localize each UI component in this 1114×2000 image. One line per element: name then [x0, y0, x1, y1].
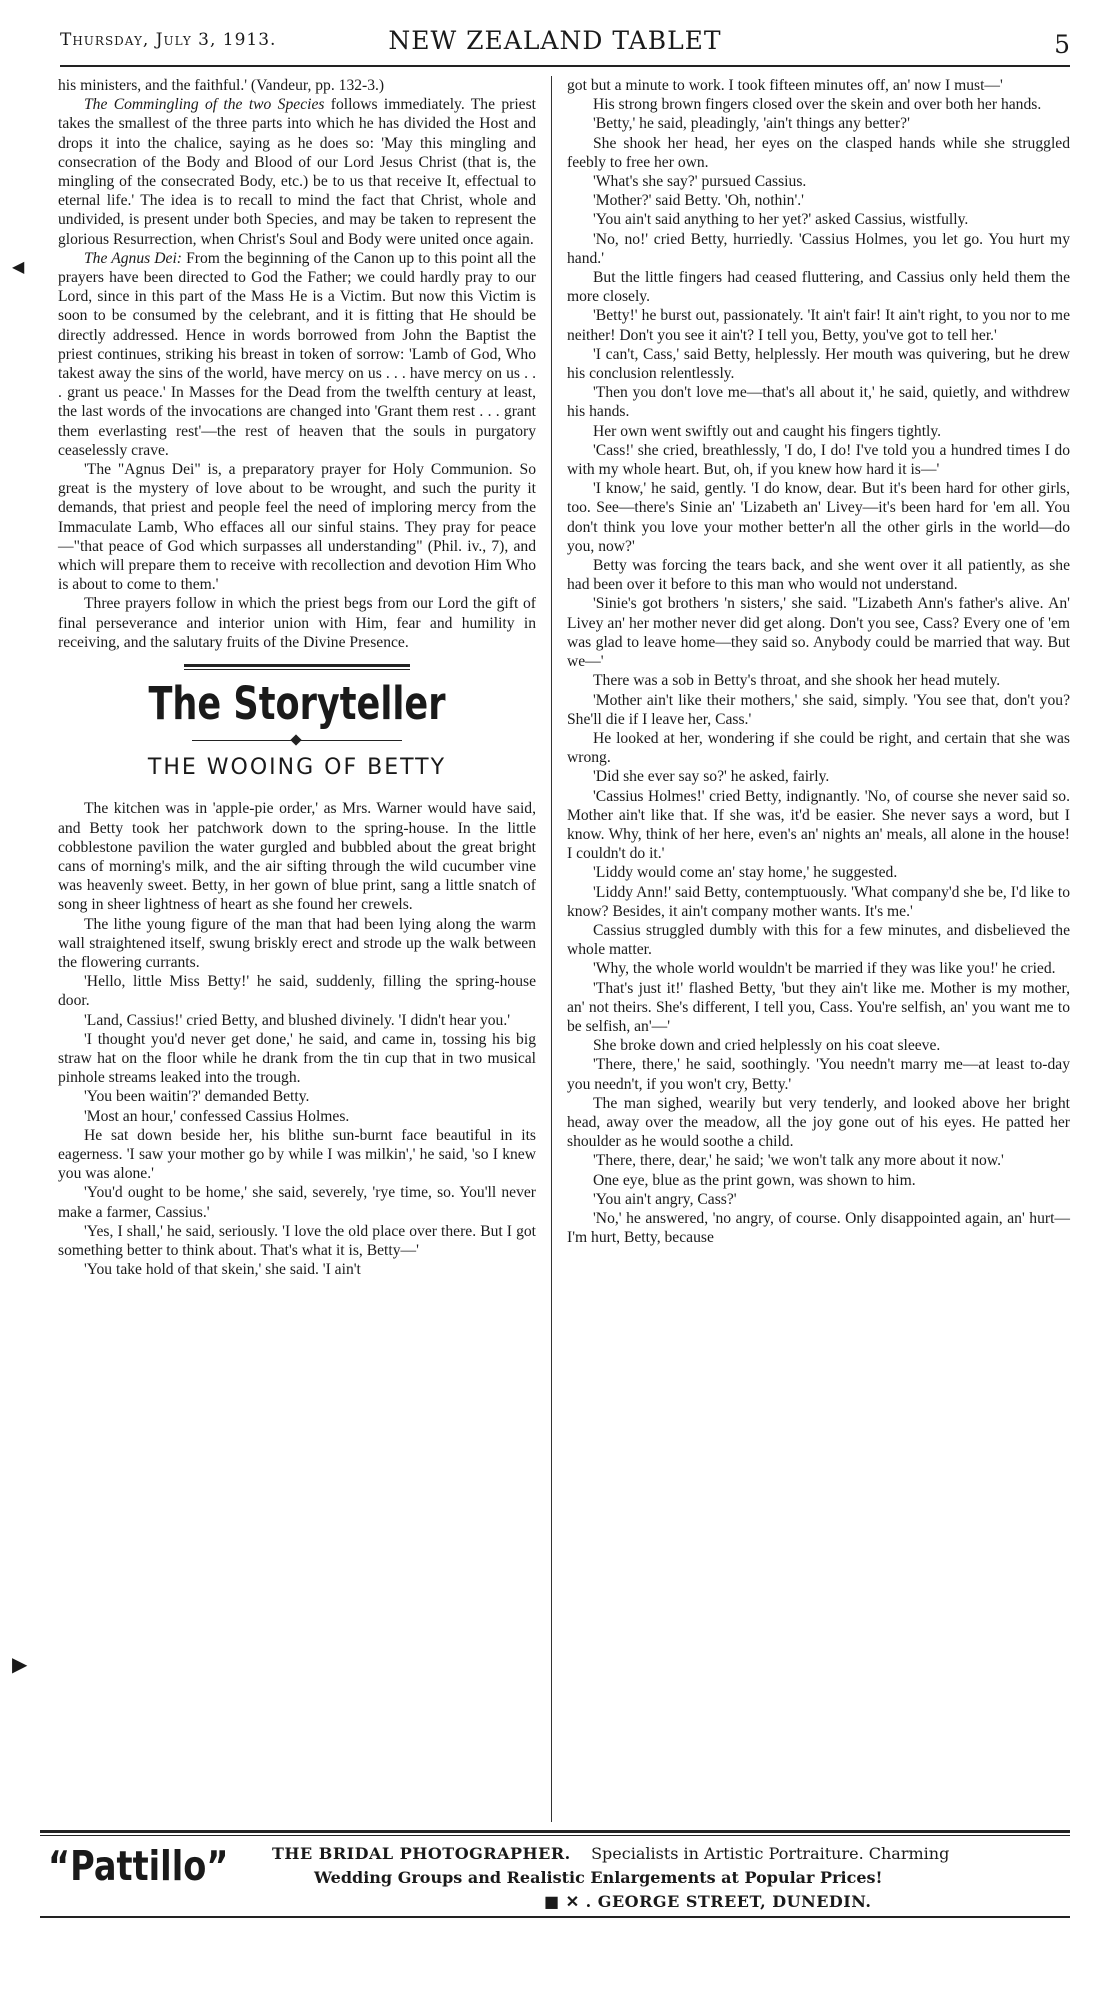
- paragraph-rest: From the beginning of the Canon up to this point all the prayers have been directed to God the Father; we could hardly pray to our Lord, since in this part of the Mass He is a Victim. But now this Victim is soon to be consumed by the celebrant, and it is fitting that He should be directly addressed. Hence in words borrowed from John the Baptist the priest continues, striking his breast in token of sorrow: 'Lamb of God, Who takest away the sins of the world, have mercy on us . . . have mercy on us . . . grant us peace.' In Masses for the Dead from the twelfth century at least, the last words of the invocations are changed into 'Grant them rest . . . grant them everlasting rest'—the rest of heaven that the souls in purgatory ceaselessly crave.: [58, 249, 536, 459]
- story-paragraph: 'Mother ain't like their mothers,' she said, simply. 'You see that, don't you? She'll die if I leave her, Cass.': [567, 691, 1070, 728]
- advertiser-brand: “Pattillo”: [48, 1842, 229, 1890]
- story-paragraph: 'There, there,' he said, soothingly. 'You needn't marry me—at least to-day you needn't, if you won't cry, Betty.': [567, 1056, 1070, 1093]
- story-paragraph: He sat down beside her, his blithe sun-burnt face beautiful in its eagerness. 'I saw your mother go by while I was milkin',' he said, 'so I knew you was alone.': [58, 1126, 536, 1183]
- paragraph-rest: follows immediately. The priest takes the smallest of the three parts into which he has divided the Host and drops it into the chalice, saying as he does so: 'May this mingling and consecration of the Body and Blood of our Lord Jesus Christ (that is, the mingling of the consecrated Body, etc.) be to us that receive It, effectual to eternal life.' The idea is to recall to mind the fact that Christ, whole and undivided, is present under both Species, and may be taken to represent the glorious Resurrection, when Christ's Soul and Body were united once again.: [58, 96, 536, 248]
- right-column: [567, 76, 1070, 1247]
- article-paragraph: his ministers, and the faithful.' (Vandeur, pp. 132-3.): [58, 77, 385, 94]
- margin-bullet-icon: ▶: [12, 1652, 28, 1676]
- story-paragraph: He looked at her, wondering if she could be right, and certain that she was wrong.: [567, 729, 1070, 767]
- story-paragraph: 'You been waitin'?' demanded Betty.: [84, 1088, 310, 1106]
- diamond-divider: [192, 736, 402, 746]
- story-paragraph: 'Mother?' said Betty. 'Oh, nothin'.': [593, 192, 804, 210]
- footer-rule-bottom: [40, 1916, 1070, 1918]
- article-paragraph: [58, 249, 536, 460]
- column-divider: [551, 76, 552, 1822]
- left-column: [58, 76, 536, 1279]
- header-date: Thursday, July 3, 1913.: [60, 30, 277, 50]
- story-paragraph: 'Sinie's got brothers 'n sisters,' she said. ''Lizabeth Ann's father's alive. An' Livey an' her mother never did get along. Don't you see, Cass? Every one of 'em was glad to leave home—they said so. Anybody could be married that way. But we—': [567, 595, 1070, 671]
- page-number: 5: [1054, 30, 1070, 59]
- story-paragraph: 'You'd ought to be home,' she said, severely, 'rye time, so. You'll never make a farmer, Cassius.': [58, 1184, 536, 1221]
- ad-line-1: [272, 1844, 949, 1863]
- story-paragraph: 'Did she ever say so?' he asked, fairly.: [593, 768, 830, 786]
- story-paragraph: 'That's just it!' flashed Betty, 'but they ain't like me. Mother is my mother, an' not theirs. She's different, I tell you, Cass. You're selfish, an' you want me to be selfish, an'—': [567, 979, 1070, 1035]
- story-paragraph: 'Betty!' he burst out, passionately. 'It ain't fair! It ain't right, to you nor to me neither! Don't you see it ain't? I tell you, Betty, you've got to tell her.': [567, 307, 1070, 344]
- italic-lead: The Agnus Dei:: [84, 249, 182, 267]
- margin-arrow-icon: ◀: [12, 257, 25, 276]
- story-paragraph: One eye, blue as the print gown, was shown to him.: [593, 1171, 916, 1189]
- story-paragraph: 'I know,' he said, gently. 'I do know, dear. But it's been hard for other girls, too. See—there's Sinie an' 'Lizabeth an' Livey—it's been hard for 'em all. You don't think you love your mother better'n all the other girls in the world—do you, now?': [567, 480, 1070, 555]
- section-rule: [184, 664, 410, 670]
- story-paragraph: 'You ain't angry, Cass?': [593, 1190, 737, 1208]
- ad-line-2: Wedding Groups and Realistic Enlargements at Popular Prices!: [314, 1868, 883, 1887]
- story-paragraph: 'Then you don't love me—that's all about it,' he said, quietly, and withdrew his hands.: [567, 384, 1070, 421]
- ad-address: ■ ✕ . GEORGE STREET, DUNEDIN.: [544, 1892, 872, 1911]
- story-paragraph: 'Betty,' he said, pleadingly, 'ain't things any better?': [593, 115, 910, 133]
- article-paragraph: 'The "Agnus Dei" is, a preparatory prayer for Holy Communion. So great is the mystery of love about to be wrought, and such the purity it demands, that priest and people feel the need of imploring mercy from the Immaculate Lamb, Who effaces all our sinful stains. They pray for peace—"that peace of God which surpasses all understanding" (Phil. iv., 7), and which will prepare them to receive with recollection and devotion Him Who is about to come to them.': [58, 461, 536, 594]
- story-paragraph: got but a minute to work. I took fifteen minutes off, an' now I must—': [567, 77, 1003, 94]
- story-paragraph: 'Most an hour,' confessed Cassius Holmes.: [84, 1107, 350, 1125]
- story-paragraph: 'Liddy Ann!' said Betty, contemptuously. 'What company'd she be, I'd like to know? Besides, it ain't company mother wants. It's me.': [567, 883, 1070, 920]
- story-paragraph: 'No, no!' cried Betty, hurriedly. 'Cassius Holmes, you let go. You hurt my hand.': [567, 230, 1070, 267]
- header-rule: [60, 65, 1070, 67]
- story-paragraph: The man sighed, wearily but very tenderly, and looked above her bright head, away over the meadow, all the joy gone out of his eyes. He patted her shoulder as he would soothe a child.: [567, 1094, 1070, 1151]
- story-paragraph: His strong brown fingers closed over the skein and over both her hands.: [593, 96, 1042, 114]
- story-paragraph: There was a sob in Betty's throat, and she shook her head mutely.: [593, 672, 1001, 690]
- story-paragraph: She shook her head, her eyes on the clasped hands while she struggled feebly to free her own.: [567, 134, 1070, 171]
- story-paragraph: 'You ain't said anything to her yet?' asked Cassius, wistfully.: [593, 211, 969, 229]
- story-paragraph: 'Cassius Holmes!' cried Betty, indignantly. 'No, of course she never said so. Mother ain't like that. If she was, it'd be easier. She never says a word, but I know. Why, think of her here, even's an' nights an' meals, all alone in the house! I couldn't do it.': [567, 787, 1070, 863]
- story-paragraph: 'Hello, little Miss Betty!' he said, suddenly, filling the spring-house door.: [58, 973, 536, 1010]
- italic-lead: The Commingling of the two Species: [84, 96, 325, 114]
- section-title: The Storyteller: [148, 677, 446, 731]
- header-title: NEW ZEALAND TABLET: [388, 26, 722, 55]
- footer-rule: [40, 1830, 1070, 1836]
- story-paragraph: 'Liddy would come an' stay home,' he suggested.: [593, 864, 898, 882]
- story-paragraph: 'What's she say?' pursued Cassius.: [593, 173, 807, 191]
- story-paragraph: She broke down and cried helplessly on his coat sleeve.: [593, 1037, 941, 1055]
- article-paragraph: Three prayers follow in which the priest begs from our Lord the gift of final perseverance and interior union with Him, fear and humility in receiving, and the salutary fruits of the Divine Presence.: [58, 595, 536, 651]
- story-paragraph: But the little fingers had ceased fluttering, and Cassius only held them the more closely.: [567, 269, 1070, 306]
- ad-tagline: Specialists in Artistic Portraiture. Charming: [591, 1844, 950, 1863]
- story-paragraph: The lithe young figure of the man that had been lying along the warm wall straightened itself, swung briskly erect and strode up the walk between the flowering currants.: [58, 915, 536, 971]
- story-paragraph: 'I can't, Cass,' said Betty, helplessly. Her mouth was quivering, but he drew his conclusion relentlessly.: [567, 345, 1070, 383]
- story-paragraph: The kitchen was in 'apple-pie order,' as Mrs. Warner would have said, and Betty took her patchwork down to the spring-house. In the little cobblestone pavilion the water gurgled and bubbled about the great bright cans of morning's milk, and the air sifting through the wild cucumber vine was heavenly sweet. Betty, in her gown of blue print, sang a little snatch of song in sheer lightness of heart as she found her crewels.: [58, 800, 536, 914]
- story-paragraph: Her own went swiftly out and caught his fingers tightly.: [593, 422, 942, 440]
- story-title: THE WOOING OF BETTY: [147, 755, 447, 781]
- story-paragraph: 'I thought you'd never get done,' he said, and came in, tossing his big straw hat on the floor while he drank from the tin cup that in two musical pinhole streams leaked into the trough.: [58, 1030, 536, 1087]
- story-paragraph: Cassius struggled dumbly with this for a few minutes, and disbelieved the whole matter.: [567, 921, 1070, 959]
- story-paragraph: 'Yes, I shall,' he said, seriously. 'I love the old place over there. But I got something better to think about. That's what it is, Betty—': [58, 1222, 536, 1259]
- story-paragraph: 'Cass!' she cried, breathlessly, 'I do, I do! I've told you a hundred times I do with my whole heart. But, oh, if you knew how hard it is—': [567, 441, 1070, 479]
- story-paragraph: 'Land, Cassius!' cried Betty, and blushed divinely. 'I didn't hear you.': [84, 1011, 511, 1029]
- advertisement-footer: [40, 1830, 1070, 2000]
- page-header: [40, 20, 1070, 68]
- story-paragraph: 'No,' he answered, 'no angry, of course. Only disappointed again, an' hurt—I'm hurt, Betty, because: [567, 1209, 1070, 1247]
- diamond-icon: [290, 734, 301, 745]
- story-paragraph: 'Why, the whole world wouldn't be married if they was like you!' he cried.: [593, 960, 1056, 978]
- story-paragraph: 'You take hold of that skein,' she said. 'I ain't: [84, 1261, 361, 1279]
- story-header: [58, 664, 536, 781]
- ad-heading: THE BRIDAL PHOTOGRAPHER.: [272, 1844, 571, 1863]
- story-paragraph: 'There, there, dear,' he said; 'we won't talk any more about it now.': [593, 1152, 1004, 1170]
- story-paragraph: Betty was forcing the tears back, and she went over it all patiently, as she had been over it before to this man who would not understand.: [567, 557, 1070, 594]
- article-paragraph: [58, 95, 536, 249]
